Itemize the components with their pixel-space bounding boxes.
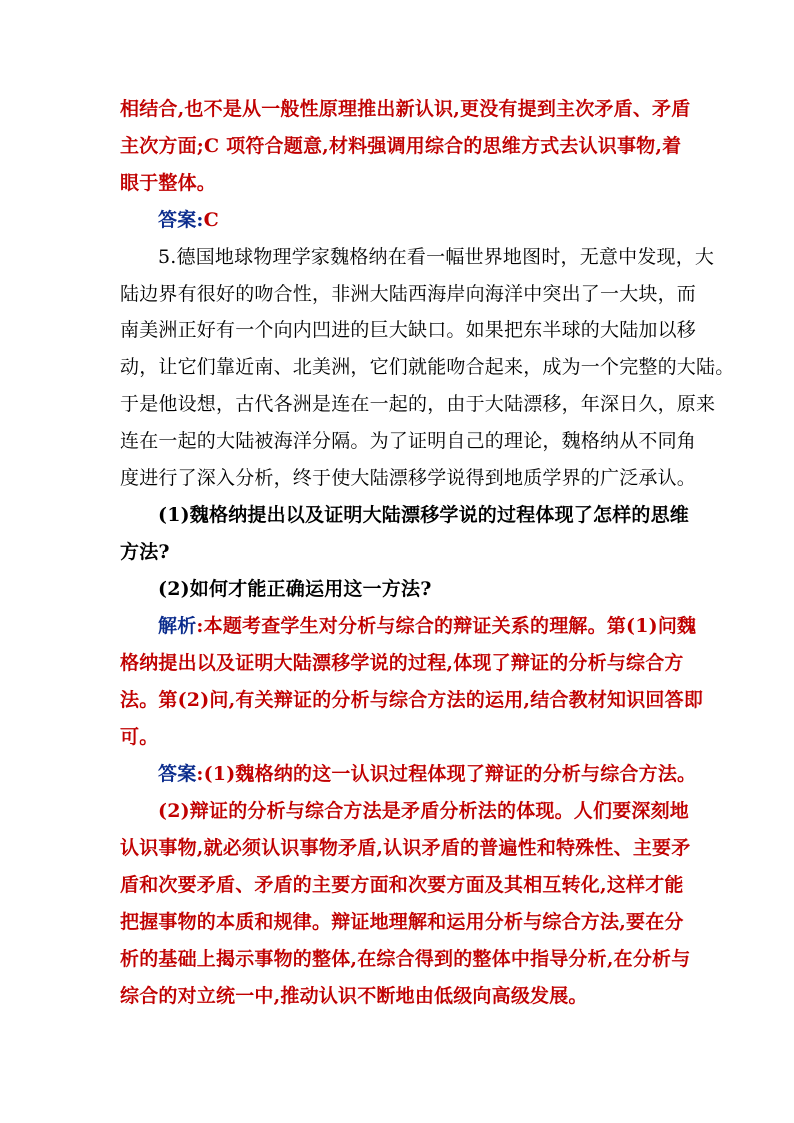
answer-text: 把握事物的本质和规律。辩证地理解和运用分析与综合方法,要在分: [120, 911, 684, 933]
analysis-text: 法。第(2)问,有关辩证的分析与综合方法的运用,结合教材知识回答即: [120, 689, 704, 711]
analysis-text: 可。: [120, 726, 159, 748]
question-text: 度进行了深入分析，终于使大陆漂移学说得到地质学界的广泛承认。: [120, 467, 697, 489]
analysis-line: [158, 614, 697, 638]
question-text: 动，让它们靠近南、北美洲，它们就能吻合起来，成为一个完整的大陆。: [120, 356, 735, 378]
answer-text: :(1)魏格纳的这一认识过程体现了辩证的分析与综合方法。: [196, 763, 697, 785]
text-line: 眼于整体。: [120, 172, 217, 194]
question-text: 陆边界有很好的吻合性，非洲大陆西海岸向海洋中突出了一大块，而: [120, 283, 697, 305]
answer-text: 盾和次要矛盾、矛盾的主要方面和次要方面及其相互转化,这样才能: [120, 874, 684, 896]
analysis-text: :本题考查学生对分析与综合的辩证关系的理解。第(1)问魏: [196, 615, 697, 637]
question-text: 南美洲正好有一个向内凹进的巨大缺口。如果把东半球的大陆加以移: [120, 319, 697, 341]
sub-question: (1)魏格纳提出以及证明大陆漂移学说的过程体现了怎样的思维: [158, 504, 690, 526]
answer-text: (2)辩证的分析与综合方法是矛盾分析法的体现。人们要深刻地: [158, 800, 690, 822]
sub-question: 方法?: [120, 541, 170, 563]
answer-text: 综合的对立统一中,推动认识不断地由低级向高级发展。: [120, 985, 588, 1007]
answer-text: 析的基础上揭示事物的整体,在综合得到的整体中指导分析,在分析与: [120, 948, 691, 970]
answer-line: [158, 208, 676, 232]
answer-value: C: [203, 209, 219, 231]
question-text: 5.德国地球物理学家魏格纳在看一幅世界地图时，无意中发现，大: [158, 246, 715, 268]
answer-line: [158, 762, 697, 786]
analysis-text: 格纳提出以及证明大陆漂移学说的过程,体现了辩证的分析与综合方: [120, 652, 684, 674]
answer-text: 认识事物,就必须认识事物矛盾,认识矛盾的普遍性和特殊性、主要矛: [120, 837, 691, 859]
text-line: 主次方面;C 项符合题意,材料强调用综合的思维方式去认识事物,着: [120, 135, 682, 157]
answer-label: 答案:: [158, 209, 204, 231]
sub-question: (2)如何才能正确运用这一方法?: [158, 578, 432, 600]
analysis-label: 解析: [158, 615, 197, 637]
question-text: 于是他设想，古代各洲是连在一起的，由于大陆漂移，年深日久，原来: [120, 393, 716, 415]
answer-label: 答案: [158, 763, 197, 785]
question-text: 连在一起的大陆被海洋分隔。为了证明自己的理论，魏格纳从不同角: [120, 430, 697, 452]
text-line: 相结合,也不是从一般性原理推出新认识,更没有提到主次矛盾、矛盾: [120, 98, 691, 120]
